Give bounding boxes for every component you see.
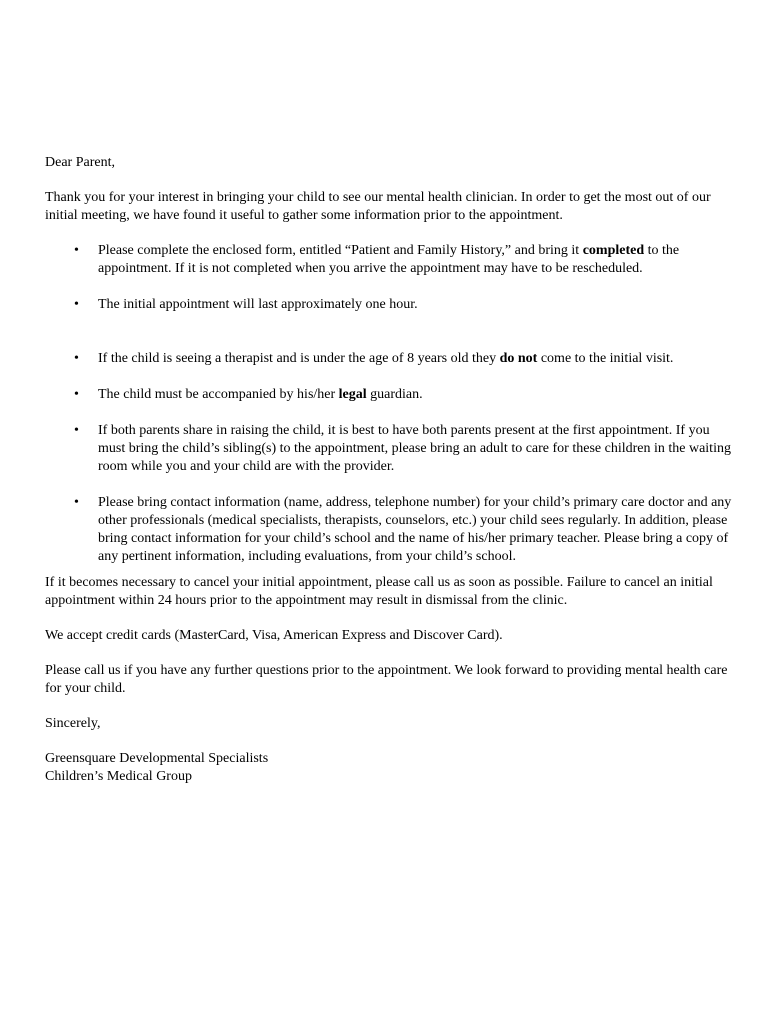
- list-item-text-end: guardian.: [366, 387, 423, 402]
- list-item: [45, 386, 735, 404]
- list-item-emphasis: legal: [338, 387, 367, 402]
- list-item-text: Please complete the enclosed form, entitled “Patient and Family History,” and bring it: [98, 243, 583, 258]
- bullet-icon: •: [74, 387, 79, 402]
- letter-page: [45, 154, 735, 786]
- list-item-text-end: come to the initial visit.: [537, 351, 674, 366]
- list-item: [45, 350, 735, 368]
- signature-organization: Greensquare Developmental Specialists: [45, 751, 269, 766]
- list-item-text: If the child is seeing a therapist and is under the age of 8 years old they: [98, 351, 500, 366]
- bullet-icon: •: [74, 243, 79, 258]
- letter-greeting: Dear Parent,: [45, 155, 115, 170]
- list-item-emphasis: completed: [582, 243, 645, 258]
- list-item: [45, 422, 735, 476]
- questions-paragraph: Please call us if you have any further questions prior to the appointment. We look forward to providing mental health care for your child.: [45, 663, 728, 696]
- bullet-icon: •: [74, 423, 79, 438]
- bullet-icon: •: [74, 495, 79, 510]
- list-item-text-end: to the appointment. If it is not completed when you arrive the appointment may have to be rescheduled.: [98, 243, 680, 276]
- bullet-icon: •: [74, 297, 79, 312]
- list-item: [45, 296, 735, 314]
- signature-group: Children’s Medical Group: [45, 769, 192, 784]
- list-item-text: Please bring contact information (name, address, telephone number) for your child’s primary care doctor and any other professionals (medical specialists, therapists, counselors, etc.) your child sees regularly. In addition, please bring contact information for your child’s school and the name of his/her primary teacher. Please bring a copy of any pertinent information, including evaluations, from your child’s school.: [98, 495, 732, 564]
- payment-info: We accept credit cards (MasterCard, Visa, American Express and Discover Card).: [45, 628, 503, 643]
- list-item-emphasis: do not: [499, 351, 538, 366]
- letter-intro: Thank you for your interest in bringing your child to see our mental health clinician. In order to get the most out of our initial meeting, we have found it useful to gather some information prior to the appointment.: [45, 190, 711, 223]
- bullet-icon: •: [74, 351, 79, 366]
- list-item-text: The initial appointment will last approximately one hour.: [98, 297, 418, 312]
- list-item: [45, 494, 735, 566]
- list-item-text: The child must be accompanied by his/her: [98, 387, 339, 402]
- sign-off: Sincerely,: [45, 716, 101, 731]
- list-item: [45, 242, 735, 278]
- instruction-list: [45, 242, 735, 566]
- cancellation-policy: If it becomes necessary to cancel your initial appointment, please call us as soon as possible. Failure to cancel an initial appointment within 24 hours prior to the appointment may result in dismissal from the clinic.: [45, 575, 713, 608]
- list-item-text: If both parents share in raising the child, it is best to have both parents present at the first appointment. If you must bring the child’s sibling(s) to the appointment, please bring an adult to care for these children in the waiting room while you and your child are with the provider.: [98, 423, 731, 474]
